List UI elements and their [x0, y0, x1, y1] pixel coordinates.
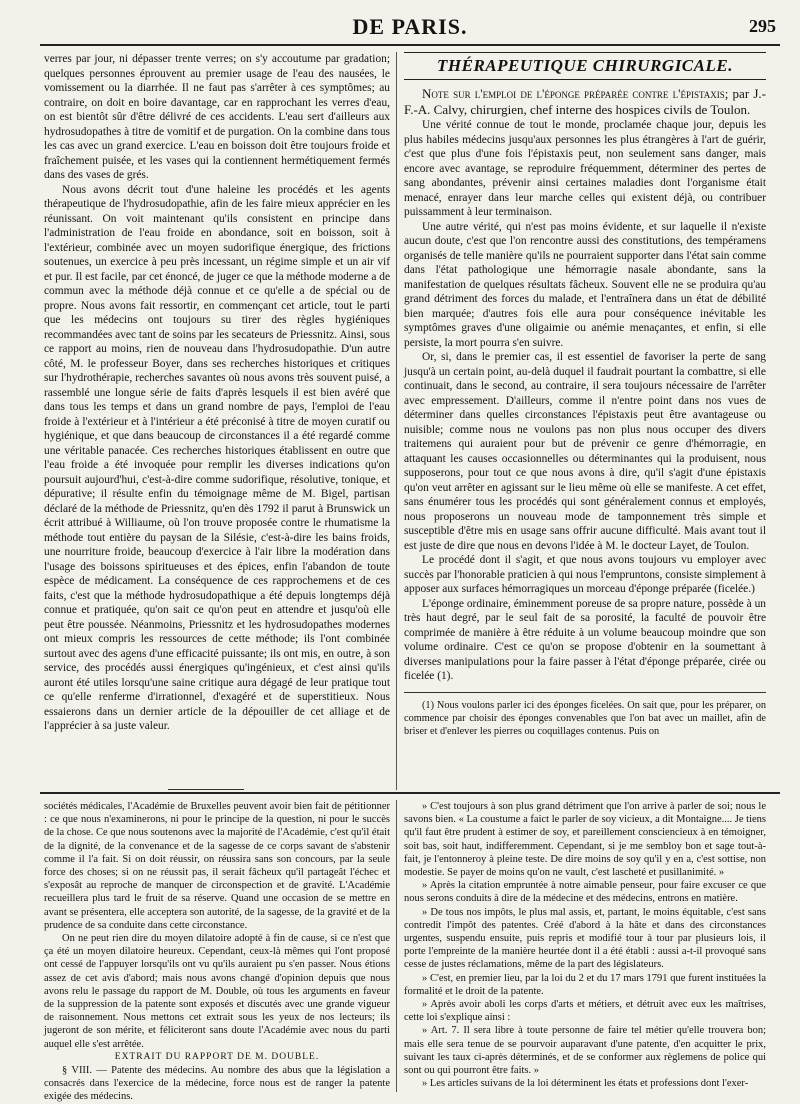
- footnote-rule: [404, 692, 766, 693]
- extract-heading: EXTRAIT DU RAPPORT DE M. DOUBLE.: [114, 1051, 320, 1062]
- right-column: [404, 52, 766, 774]
- article-heading-author: par J.-F.-A. Calvy, chirurgien, chef interne des hospices civils de Toulon.: [404, 86, 766, 117]
- article-heading-lead: Note sur l'emploi de l'éponge préparée contre l'épistaxis;: [422, 86, 729, 101]
- body-paragraph: » Les articles suivans de la loi déterminent les états et professions dont l'exer-: [422, 1078, 749, 1090]
- body-paragraph: § VIII. — Patente des médecins. Au nombre des abus que la législation a consacrés dans l'exercice de la médecine, force nous est de ranger la patente exigée des médecins.: [44, 1065, 390, 1103]
- body-paragraph: Le procédé dont il s'agit, et que nous avons toujours vu employer avec succès par l'honorable praticien à qui nous l'empruntons, consiste simplement à apposer aux surfaces hémorragiques un morceau d'éponge préparée (ficelée.): [404, 554, 766, 595]
- body-paragraph: Une vérité connue de tout le monde, proclamée chaque jour, depuis les plus habiles médecins jusqu'aux personnes les plus étrangères à l'art de guérir, c'est que plus d'une fois l'épistaxis peut, non seulement sans danger, mais encore avec avantage, se reproduire fréquemment, déterminer des pertes de sang abondantes, prévenir ainsi certaines maladies dont l'organisme était menacé, enrayer dans leur marche celles qui existent déjà, ou contribuer puissamment à leur terminaison.: [404, 119, 766, 218]
- body-paragraph: L'éponge ordinaire, éminemment poreuse de sa propre nature, possède à un très haut degré, par le seul fait de sa porosité, la faculté de pouvoir être comprimée de manière à être réduite à un volume beaucoup moindre que son volume ordinaire. C'est ce qu'on se propose d'obtenir en la soumettant à diverses manipulations pour la faire passer à l'état d'éponge préparée, cirée ou ficelée (1).: [404, 597, 766, 682]
- body-paragraph: » Après avoir aboli les corps d'arts et métiers, et détruit avec eux les maîtrises, cette loi s'explique ainsi :: [404, 999, 766, 1024]
- body-paragraph: Une autre vérité, qui n'est pas moins évidente, et sur laquelle il n'existe aucun doute, c'est que l'on rencontre aussi des constitutions, des tempéramens organisés de telle manière qu'ils ne pourraient supporter dans l'état sain comme dans l'état pathologique une hémorragie nasale abondante, sans la manifestation de quelques résultats fâcheux. Souvent elle ne se produira qu'au grand détriment des forces du malade, et l'entraînera dans un état de débilité bien marquée; d'autres fois elle aura pour conséquence inévitable les symptômes graves d'une oligaimie ou anémie menaçantes, et enfin, si elle persiste, la mort pourra s'en suivre.: [404, 220, 766, 349]
- article-end-rule: [168, 789, 244, 790]
- body-paragraph: » C'est, en premier lieu, par la loi du 2 et du 17 mars 1791 que furent instituées la formalité et le droit de la patente.: [404, 972, 766, 997]
- body-paragraph: » De tous nos impôts, le plus mal assis, et, partant, le moins équitable, c'est sans contredit l'impôt des patentes. Créé d'abord à la hâte et dans des circonstances urgentes, suspendu ensuite, puis repris et modifié tour à tour par plusieurs lois, il porte l'empreinte de la manière heurtée dont il a été établi : aussi a-t-il provoqué sans cesse de justes réclamations, même de la part des législateurs.: [404, 906, 766, 971]
- body-paragraph: Or, si, dans le premier cas, il est essentiel de favoriser la perte de sang jusqu'à un certain point, au-delà duquel il faudrait pourtant la combattre, si elle continuait, dans le second, au contraire, il sera toujours nécessaire de l'arrêter avec empressement. D'ailleurs, comme il n'entre point dans nos vues de déterminer dans quelles circonstances l'épistaxis peut être avantageuse ou nuisible; comme nous ne voulons pas non plus nous occuper des divers traitemens qui auraient pour but de prévenir ce genre d'hémorragie, en attaquant les causes occasionnelles ou déterminantes qui la produisent, nous supposerons, pour tout ce que nous avons à dire, qu'il s'agit d'une épistaxis qu'on veut arrêter en agissant sur le lieu même où elle se manifeste. A cet effet, sans énumérer tous les procédés qui sont généralement connus et employés, nous proposerons un nouveau mode de tamponnement très simple et susceptible d'être mis en usage sans offrir aucune difficulté. Mais avant tout il est juste de dire que nous en devons l'idée à M. le docteur Layet, de Toulon.: [404, 351, 766, 552]
- page-number: 295: [749, 16, 776, 36]
- running-head: [40, 8, 780, 46]
- bottom-left-column: [44, 800, 390, 1103]
- running-title: DE PARIS.: [352, 14, 468, 39]
- body-paragraph: » C'est toujours à son plus grand détriment que l'on arrive à parler de soi; nous le savons bien. « La coustume a faict le parler de soy vicieux, a dit Montaigne.... Je tiens qu'il faut être prudent à estimer de soy, et pareillement consciencieux à en témoigner, soit bas, soit haut, indifferemment. Cependant, si je me sembloy bon et sage tout-à-fait, je l'entonneroy à pleine teste. De dire moins de soy qu'il y en a, c'est sottise, non modestie. Se payer de moins qu'on ne vault, c'est lascheté et pusillanimité. »: [404, 801, 766, 879]
- feuilleton-rule: [40, 792, 780, 794]
- footnote: (1) Nous voulons parler ici des éponges ficelées. On sait que, pour les préparer, on commence par choisir des éponges convenables que l'on bat avec un maillet, afin de briser et d'enlever les pierres ou coquillages contenus. Puis on: [404, 699, 766, 737]
- body-paragraph: » Après la citation empruntée à notre aimable penseur, pour faire excuser ce que nous serons conduits à dire de la médecine et des médecins, entrons en matière.: [404, 880, 766, 905]
- body-paragraph: verres par jour, ni dépasser trente verres; on s'y accoutume par gradation; quelques personnes éprouvent au premier usage de l'eau des nausées, le vomissement ou la diarrhée. Il ne faut pas s'arrêter à ces symptômes; au contraire, on doit en boire davantage, car en rapprochant les verres d'eau, on est bientôt sûr d'être délivré de ces accidents. L'eau sert d'ailleurs aux hydrosudopathes à titre de vomitif et de purgation. On la combine dans tous les cas avec un grand exercice. L'eau en boisson doit être toujours froide et fraîchement puisée, et les vases qui la contiennent hermétiquement fermés dans des vases de grés.: [44, 53, 390, 181]
- body-paragraph: On ne peut rien dire du moyen dilatoire adopté à fin de cause, si ce n'est que ça été un moyen dilatoire heureux. Cependant, ceux-là mêmes qui l'ont proposé ont cessé de l'appuyer lorsqu'ils ont vu qu'ils auraient pu s'en passer. Nous étions assez de cet avis d'abord; mais nous avons changé d'opinion depuis que nous avons relu le passage du rapport de M. Double, où tous les arguments en faveur de la suppression de la patente sont exposés et discutés avec une grande vigueur de raisonnement. Nous mettons cet extrait sous les yeux de nos lecteurs; ils jugeront de son mérite, et féliciteront sans doute l'Académie avec nous du parti auquel elle s'est arrêtée.: [44, 933, 390, 1050]
- article-heading: [404, 86, 766, 118]
- bottom-right-column: [404, 800, 766, 1090]
- section-title: THÉRAPEUTIQUE CHIRURGICALE.: [404, 52, 766, 80]
- body-paragraph: sociétés médicales, l'Académie de Bruxelles peuvent avoir bien fait de pétitionner : ce que nous n'examinerons, ni pour le principe de la question, ni pour le succès de la chose. Ce que nous soutenons avec la majorité de l'Académie, c'est qu'il était de la dignité, de la convenance et de la sagesse de ce corps savant de s'abstenir comme il l'a fait. Si on doit réussir, on réussira sans son concours, par la seule force des choses; si on ne réussit pas, il serait fâcheux qu'il partageât l'échec et s'exposât au reproche de manquer de circonspection et de gravité. L'Académie recueillera plus tard le fruit de sa réserve. Quand une occasion de se mettre en avant se présentera, elle acceptera son autorité, de la sagesse, de la gravité et de la prudence de sa conduite dans cette circonstance.: [44, 801, 390, 931]
- body-paragraph: » Art. 7. Il sera libre à toute personne de faire tel métier qu'elle trouvera bon; mais elle sera tenue de se pourvoir auparavant d'une patente, d'en acquitter le prix, suivant les taux ci-après déterminés, et de se conformer aux règlemens de police qui sont ou qui pourront être faits. »: [404, 1025, 766, 1077]
- column-divider: [396, 52, 397, 790]
- body-paragraph: Nous avons décrit tout d'une haleine les procédés et les agents thérapeutique de l'hydrosudopathie, afin de les faire mieux apprécier en les réunissant. On voit maintenant qu'ils consistent en principe dans l'administration de l'eau froide en abondance, soit en boisson, soit à l'extérieur, combinée avec un moyen sudorifique énergique, des frictions soutenues, un exercice à peu près incessant, un régime simple et un air vif et pur. Il est facile, par cet énoncé, de juger ce que la méthode moderne a de commun avec la méthode déjà connue et ce qu'elle a de spécial ou de propre. Nous avons fait ressortir, en commençant cet article, tout le parti que les médecins ont toujours su tirer des règles hygiéniques recommandées avec tant de soins par les secateurs de Priessnitz. Ainsi, sous ce rapport au moins, rien de nouveau dans l'hydrosudopathie. D'un autre côté, M. le professeur Boyer, dans ses recherches historiques et critiques sur l'hydrothérapie, recherches savantes où nous avons très souvent puisé, a rassemblé une longue série de faits d'après lesquels il est bien avéré que dans tous les temps et dans un grand nombre de pays, l'emploi de l'eau froide à l'extérieur et à l'intérieur a été préconisé à titre de moyen curatif ou hygiénique, et que dans beaucoup de circonstances il a été regardé comme une véritable panacée. Ces recherches historiques établissent en outre que l'eau froide a été invoquée pour remplir les diverses indications qu'on poursuit aujourd'hui, c'est-à-dire comme sudorifique, résolutive, tonique, et dépurative; il résulte enfin du témoignage même de M. Bigel, partisan déclaré de la méthode de Priessnitz, qu'en dès 1792 il parut à Brunswick un écrit attribué à Williaume, où l'on trouve proposée contre le rhumatisme la méthode tout entière du paysan de la Silésie, c'est-à-dire les bains froids, une nourriture froide, beaucoup d'exercice à l'air libre la modération dans l'usage des boissons spiritueuses et des épices, enfin l'abandon de toute espèce de médicament. La conséquence de ces rapprochemens et de ces faits, c'est que la méthode hydrosudopathique a été depuis longtemps déjà connue et pratiquée, qu'on sait ce qu'on peut en attendre et jusqu'où elle peut être poussée. Néanmoins, Priessnitz et les hydrosudopathes modernes ont mieux compris les ressources de cette méthode; ils l'ont combinée surtout avec des agens d'une efficacité puissante; ils ont mis, en outre, à son service, des procédés aussi énergiques qu'ingénieux, et c'est ainsi qu'ils auront été utiles lorsqu'une saine critique aura dégagé de leur pratique tout ce qu'elle renferme d'irrationnel, d'exagéré et de superstitieux. Nous essaierons dans un dernier article de la dépouiller de cet alliage et de l'apprécier à sa juste valeur.: [44, 183, 390, 732]
- left-column: [44, 52, 390, 774]
- bottom-column-divider: [396, 800, 397, 1092]
